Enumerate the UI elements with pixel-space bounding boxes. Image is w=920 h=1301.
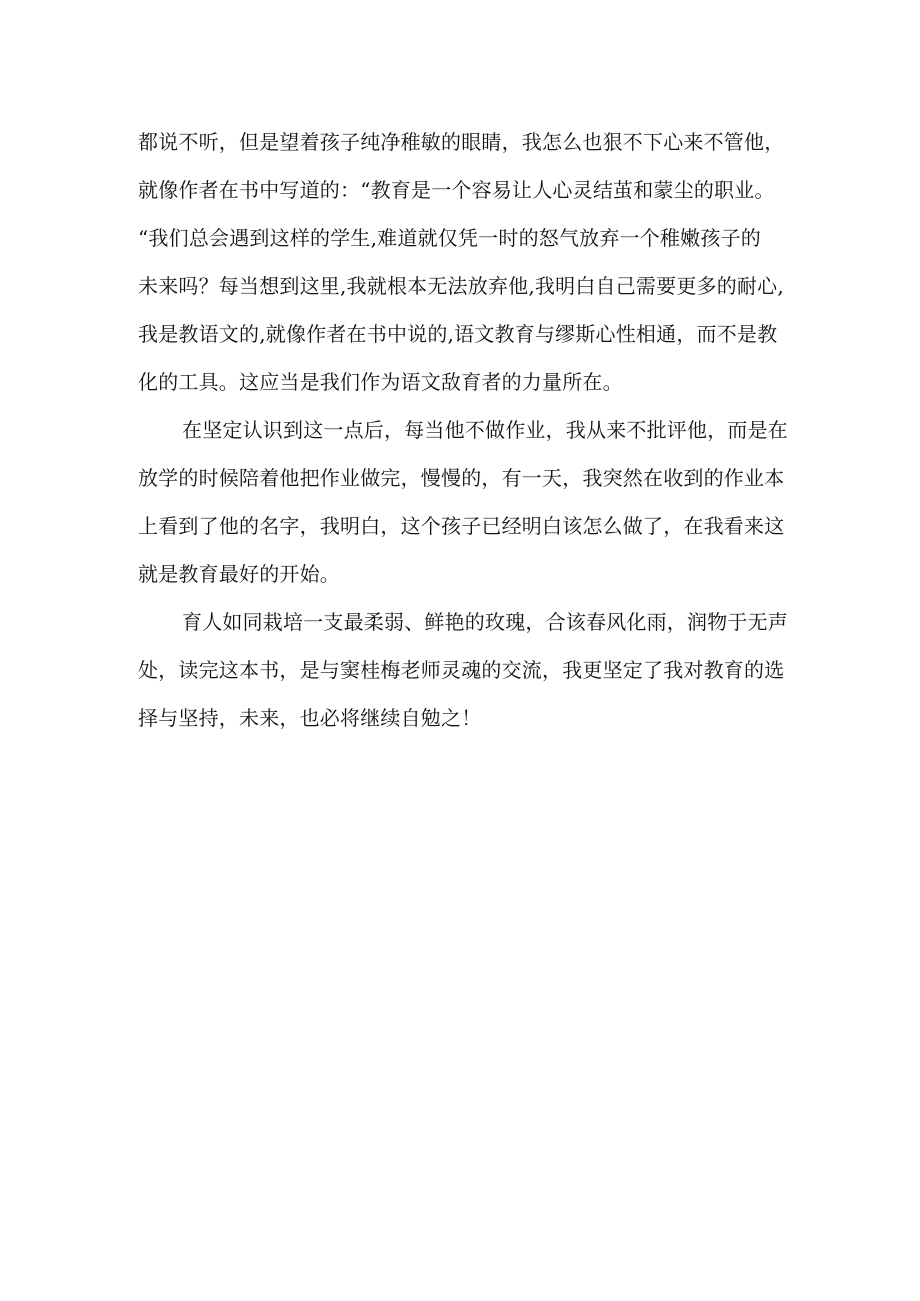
text-line-indented: 在坚定认识到这一点后，每当他不做作业，我从来不批评他，而是在 — [182, 418, 788, 442]
paragraph-1 — [138, 118, 788, 406]
text-line: 就像作者在书中写道的：“教育是一个容易让人心灵结茧和蒙尘的职业。 — [138, 178, 775, 202]
text-line: 放学的时候陪着他把作业做完，慢慢的，有一天，我突然在收到的作业本 — [138, 466, 785, 490]
text-line: 都说不听，但是望着孩子纯净稚敏的眼睛，我怎么也狠不下心来不管他， — [138, 130, 785, 154]
text-line: “我们总会遇到这样的学生,难道就仅凭一时的怒气放弃一个稚嫩孩子的 — [138, 226, 761, 250]
text-line: 我是教语文的,就像作者在书中说的,语文教育与缪斯心性相通，而不是教 — [138, 322, 778, 346]
text-line: 处，读完这本书，是与窦桂梅老师灵魂的交流，我更坚定了我对教育的选 — [138, 658, 785, 682]
text-line: 就是教育最好的开始。 — [138, 562, 340, 586]
text-line: 择与坚持，未来，也必将继续自勉之！ — [138, 706, 482, 730]
text-line: 未来吗？每当想到这里,我就根本无法放弃他,我明白自己需要更多的耐心, — [138, 274, 784, 298]
document-page — [138, 118, 788, 742]
paragraph-3 — [138, 598, 788, 742]
text-line: 化的工具。这应当是我们作为语文敌育者的力量所在。 — [138, 370, 623, 394]
text-line: 上看到了他的名字，我明白，这个孩子已经明白该怎么做了，在我看来这 — [138, 514, 785, 538]
paragraph-2 — [138, 406, 788, 598]
text-line-indented: 育人如同栽培一支最柔弱、鲜艳的玫瑰，合该春风化雨，润物于无声 — [182, 610, 788, 634]
